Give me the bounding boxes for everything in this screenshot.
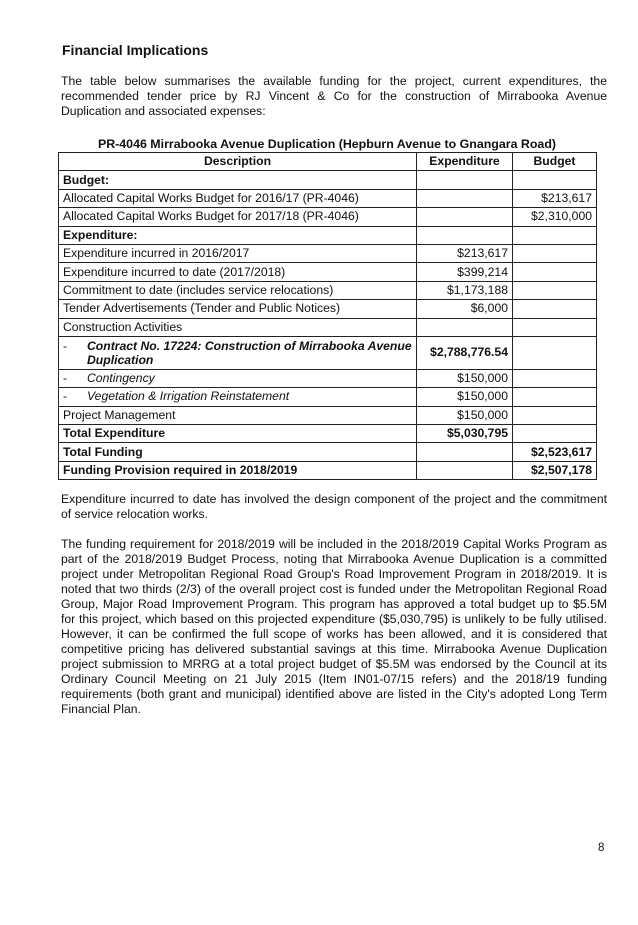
row-expenditure [417,226,513,244]
row-desc: Funding Provision required in 2018/2019 [59,461,417,479]
row-desc: Tender Advertisements (Tender and Public Notices) [59,300,417,318]
intro-paragraph: The table below summarises the available funding for the project, current expenditures, the recommended tender price by RJ Vincent & Co for the construction of Mirrabooka Avenue Duplication and associated expenses: [61,74,607,118]
row-budget [513,318,597,336]
row-expenditure: $6,000 [417,300,513,318]
row-budget [513,244,597,262]
header-budget: Budget [513,153,597,171]
table-header-row [59,153,597,171]
row-budget: $2,310,000 [513,208,597,226]
row-expenditure: $1,173,188 [417,281,513,299]
row-budget: $2,507,178 [513,461,597,479]
row-budget [513,336,597,369]
row-desc-cell [59,388,417,406]
list-dash: - [63,389,68,404]
row-budget [513,369,597,387]
row-desc: Allocated Capital Works Budget for 2016/17 (PR-4046) [59,189,417,207]
row-budget [513,226,597,244]
row-budget: $2,523,617 [513,443,597,461]
row-desc: Total Funding [59,443,417,461]
table-row [59,369,597,387]
row-budget [513,171,597,189]
row-expenditure: $399,214 [417,263,513,281]
row-desc: Construction Activities [59,318,417,336]
table-row [59,443,597,461]
row-desc: Budget: [59,171,417,189]
header-expenditure: Expenditure [417,153,513,171]
table-row [59,281,597,299]
row-expenditure: $150,000 [417,369,513,387]
table-row [59,244,597,262]
row-expenditure: $213,617 [417,244,513,262]
list-dash: - [63,371,68,386]
row-desc-cell [59,369,417,387]
row-desc: Total Expenditure [59,425,417,443]
row-expenditure [417,171,513,189]
section-heading: Financial Implications [62,42,209,58]
row-desc: Contingency [87,371,155,386]
table-row [59,461,597,479]
expenditure-paragraph: Expenditure incurred to date has involved the design component of the project and the commitment of service relocation works. [61,492,607,521]
row-desc: Contract No. 17224: Construction of Mirrabooka Avenue Duplication [87,338,412,367]
table-row [59,208,597,226]
row-desc: Allocated Capital Works Budget for 2017/18 (PR-4046) [59,208,417,226]
row-expenditure [417,189,513,207]
table-row [59,425,597,443]
table-caption: PR-4046 Mirrabooka Avenue Duplication (Hepburn Avenue to Gnangara Road) [97,137,557,151]
row-expenditure [417,208,513,226]
table-row [59,336,597,369]
list-dash: - [63,338,68,353]
row-budget [513,263,597,281]
row-expenditure: $150,000 [417,388,513,406]
row-expenditure: $150,000 [417,406,513,424]
row-desc: Commitment to date (includes service relocations) [59,281,417,299]
row-desc: Project Management [59,406,417,424]
table-row [59,406,597,424]
table-row [59,318,597,336]
row-desc: Vegetation & Irrigation Reinstatement [87,389,290,404]
table-row [59,226,597,244]
funding-table [58,152,597,480]
page-number: 8 [598,842,605,854]
table-row [59,171,597,189]
row-budget [513,425,597,443]
funding-paragraph: The funding requirement for 2018/2019 will be included in the 2018/2019 Capital Works Program as part of the 2018/2019 Budget Process, noting that Mirrabooka Avenue Duplication is a committed project under Metropolitan Regional Road Group's Road Improvement Program in 2018/2019. It is noted that two thirds (2/3) of the overall project cost is funded under the Metropolitan Regional Road Group, Major Road Improvement Program. This program has approved a total budget up to $5.5M for this project, which based on this projected expenditure ($5,030,795) is unlikely to be fully utilised. However, it can be confirmed the full scope of works has been allowed, and it is considered that competitive pricing has delivered substantial savings at this time. Mirrabooka Avenue Duplication project submission to MRRG at a total project budget of $5.5M was endorsed by the Council at its Ordinary Council Meeting on 21 July 2015 (Item IN01-07/15 refers) and the 2018/19 funding requirements (both grant and municipal) identified above are listed in the City's adopted Long Term Financial Plan. [61,537,607,716]
header-description: Description [59,153,417,171]
row-desc: Expenditure incurred to date (2017/2018) [59,263,417,281]
row-desc-cell [59,336,417,369]
row-expenditure [417,318,513,336]
row-expenditure [417,443,513,461]
row-budget [513,388,597,406]
row-expenditure: $2,788,776.54 [417,336,513,369]
row-desc: Expenditure incurred in 2016/2017 [59,244,417,262]
row-budget: $213,617 [513,189,597,207]
row-expenditure: $5,030,795 [417,425,513,443]
table-row [59,388,597,406]
table-row [59,189,597,207]
row-budget [513,406,597,424]
table-row [59,263,597,281]
row-desc: Expenditure: [59,226,417,244]
row-budget [513,281,597,299]
table-row [59,300,597,318]
row-budget [513,300,597,318]
row-expenditure [417,461,513,479]
